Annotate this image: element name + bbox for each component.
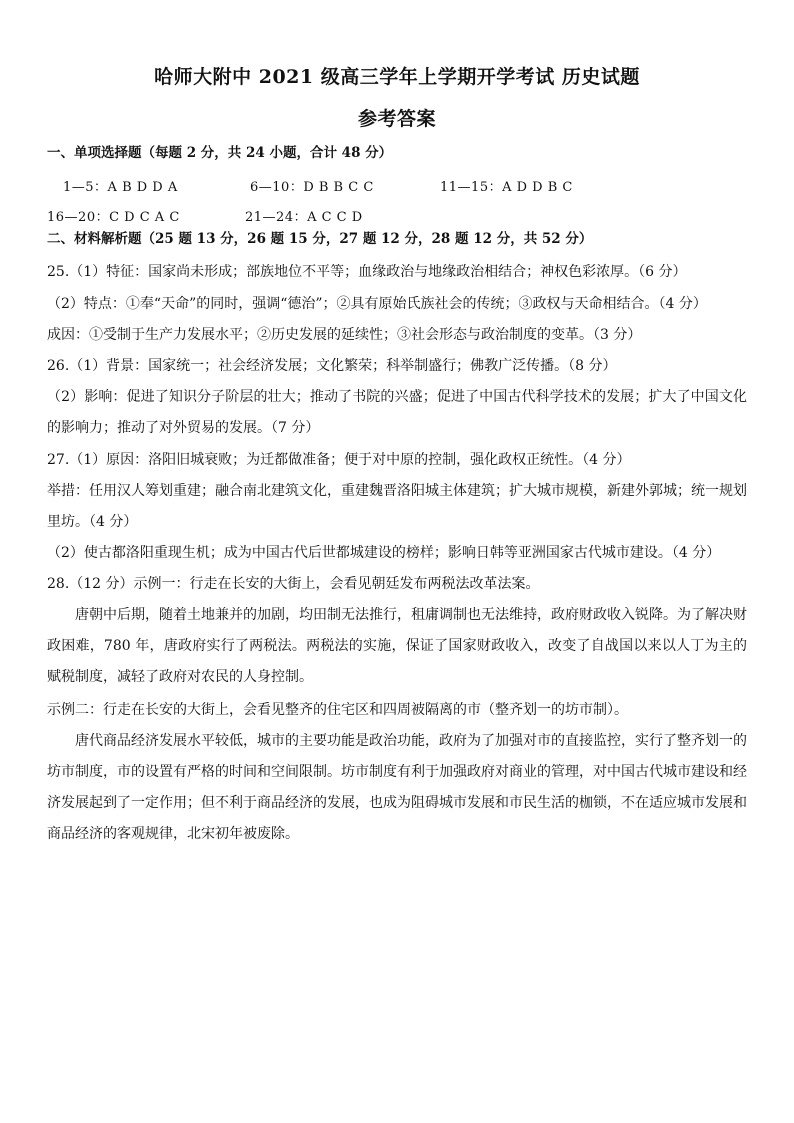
q28-example1-body: 唐朝中后期，随着土地兼并的加剧，均田制无法推行，租庸调制也无法维持，政府财政收入锐降。为了解决财政困难，780 年，唐政府实行了两税法。两税法的实施，保证了国家财政收入，改变了自战国以来以人丁为主的赋税制度，减轻了政府对农民的人身控制。 — [47, 607, 747, 685]
mc-answers-6-10: 6—10：D B B C C — [250, 180, 374, 195]
q28-example2-body: 唐代商品经济发展水平较低，城市的主要功能是政治功能，政府为了加强对市的直接监控，实行了整齐划一的坊市制度，市的设置有严格的时间和空间限制。坊市制度有利于加强政府对商业的管理，对中国古代城市建设和经济发展起到了一定作用；但不利于商品经济的发展，也成为阻碍城市发展和市民生活的枷锁，不在适应城市发展和商品经济的客观规律，北宋初年被废除。 — [47, 733, 747, 842]
mc-answers-11-15: 11—15：A D D B C — [440, 180, 573, 195]
section2-heading: 二、材料解析题（25 题 13 分，26 题 15 分，27 题 12 分，28 题 12 分，共 52 分） — [47, 231, 593, 247]
q26-part2: （2）影响：促进了知识分子阶层的壮大；推动了书院的兴盛；促进了中国古代科学技术的发展；扩大了中国文化的影响力；推动了对外贸易的发展。（7 分） — [47, 389, 747, 436]
q27-part2: （2）使古都洛阳重现生机；成为中国古代后世都城建设的榜样；影响日韩等亚洲国家古代城市建设。（4 分） — [47, 545, 721, 561]
mc-answers-16-20: 16—20：C D C A C — [47, 210, 180, 225]
q27-part1: 27.（1）原因：洛阳旧城衰败；为迁都做准备；便于对中原的控制，强化政权正统性。（4 分） — [47, 452, 631, 468]
q25-part2: （2）特点：①奉“天命”的同时，强调“德治”；②具有原始氏族社会的传统；③政权与天命相结合。（4 分） — [47, 296, 707, 312]
q28-example2: 示例二：行走在长安的大街上，会看见整齐的住宅区和四周被隔离的市（整齐划一的坊市制）。 — [47, 702, 628, 718]
q25-causes: 成因：①受制于生产力发展水平；②历史发展的延续性；③社会形态与政治制度的变革。（3 分） — [47, 327, 642, 343]
q28-example1: 28.（12 分）示例一：行走在长安的大街上，会看见朝廷发布两税法改革法案。 — [47, 576, 540, 592]
mc-answers-1-5: 1—5：A B D D A — [63, 180, 178, 195]
section1-heading: 一、单项选择题（每题 2 分，共 24 小题，合计 48 分） — [47, 145, 393, 161]
document-subtitle: 参考答案 — [357, 108, 436, 130]
document-title: 哈师大附中 2021 级高三学年上学期开学考试 历史试题 — [154, 66, 640, 88]
q26-part1: 26.（1）背景：国家统一；社会经济发展；文化繁荣；科举制盛行；佛教广泛传播。（8 分） — [47, 358, 617, 374]
q25-part1: 25.（1）特征：国家尚未形成；部族地位不平等；血缘政治与地缘政治相结合；神权色彩浓厚。（6 分） — [47, 264, 687, 280]
q27-measures: 举措：任用汉人筹划重建；融合南北建筑文化，重建魏晋洛阳城主体建筑；扩大城市规模，新建外郭城；统一规划里坊。（4 分） — [47, 483, 747, 530]
mc-answers-21-24: 21—24：A C C D — [245, 210, 363, 225]
